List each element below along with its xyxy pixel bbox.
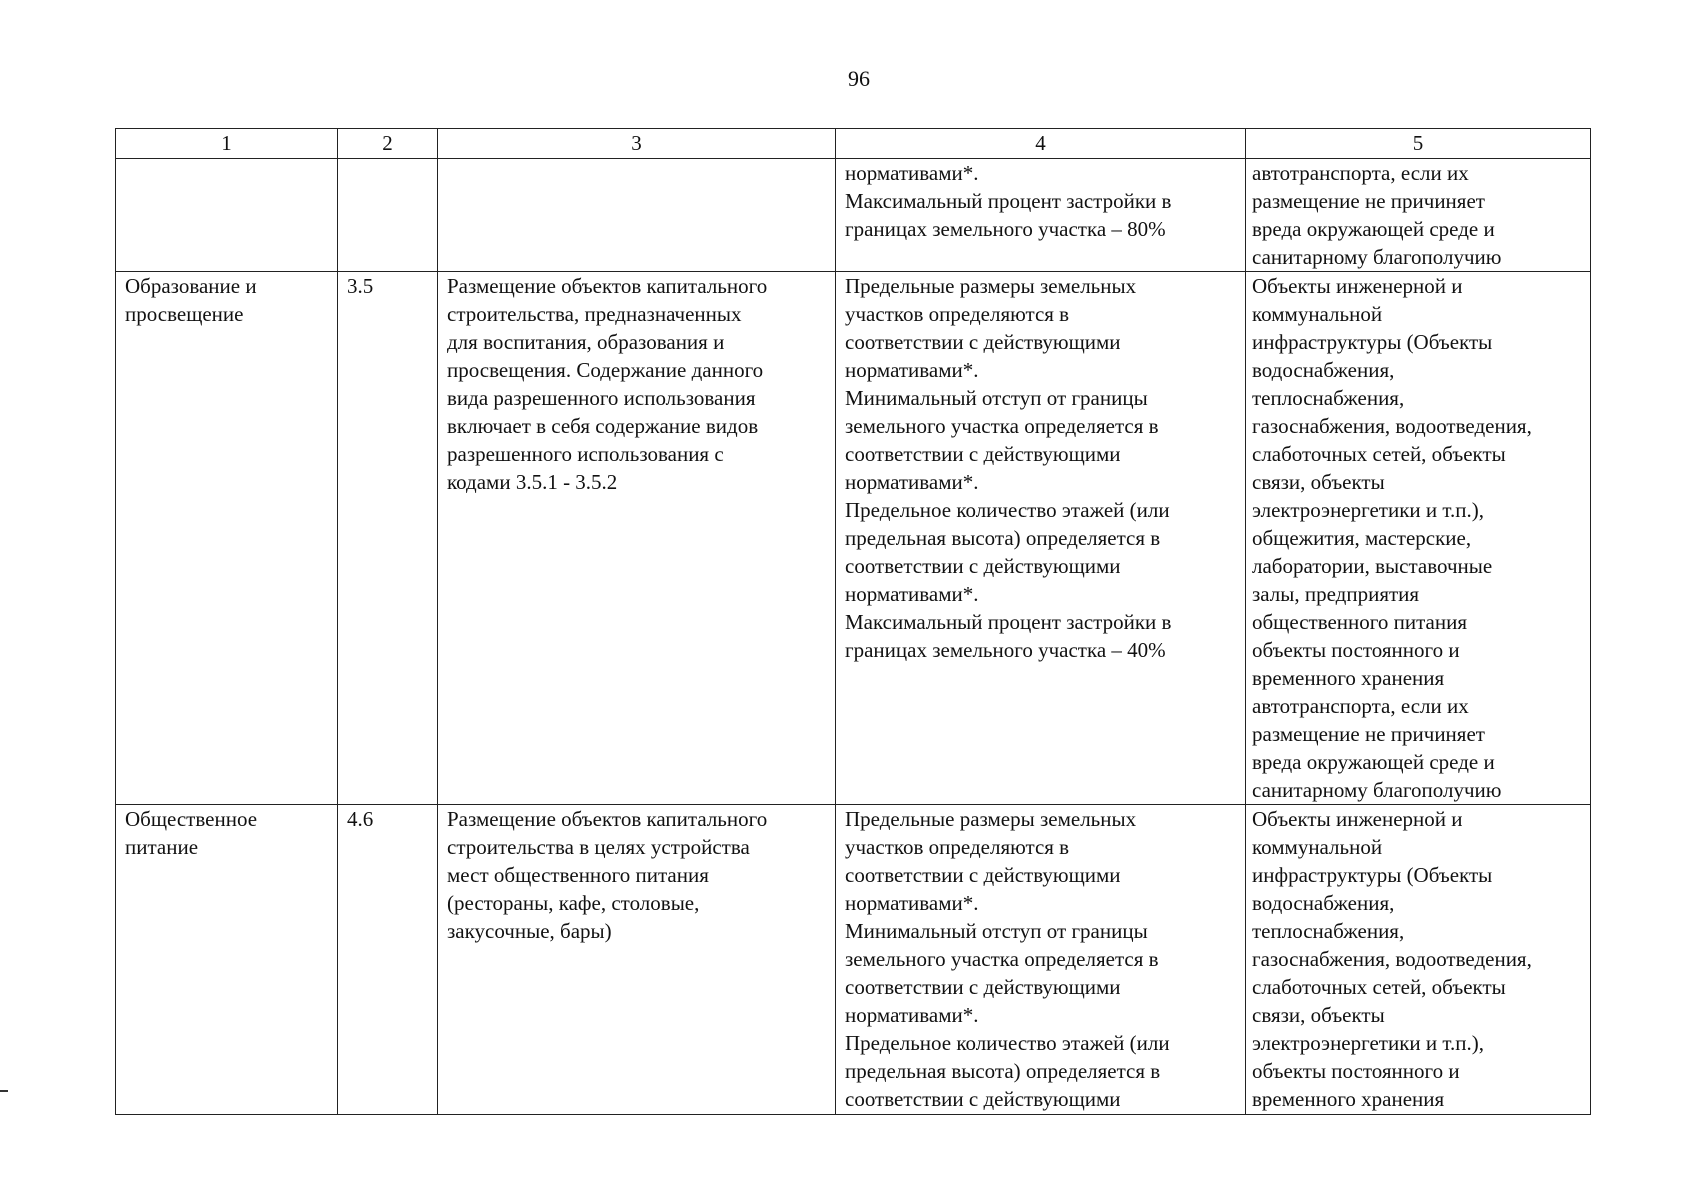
cell-text-line: Максимальный процент застройки в	[845, 610, 1172, 634]
parameters-cell	[836, 272, 1246, 805]
cell-text-line: инфраструктуры (Объекты	[1252, 330, 1493, 354]
cell-text-line: питание	[125, 835, 199, 859]
cell-text-line: санитарному благополучию	[1252, 778, 1502, 802]
cell-text-line: просвещение	[125, 302, 244, 326]
cell-text-line: связи, объекты	[1252, 470, 1385, 494]
cell-text-line: границах земельного участка – 80%	[845, 217, 1166, 241]
cell-text-line: водоснабжения,	[1252, 891, 1395, 915]
cell-text-line: нормативами*.	[845, 1003, 979, 1027]
cell-text-line: теплоснабжения,	[1252, 386, 1405, 410]
table-body	[116, 159, 1591, 1115]
cell-text-line: включает в себя содержание видов	[447, 414, 759, 438]
column-header-4: 4	[836, 129, 1246, 159]
cell-text-line: теплоснабжения,	[1252, 919, 1405, 943]
cell-text-line: общественного питания	[1252, 610, 1467, 634]
use-code-cell: 3.5	[338, 272, 438, 805]
cell-text-line: Образование и	[125, 274, 257, 298]
cell-text-line: слаботочных сетей, объекты	[1252, 442, 1506, 466]
cell-text-line: вреда окружающей среде и	[1252, 217, 1495, 241]
cell-text-line: общежития, мастерские,	[1252, 526, 1472, 550]
cell-text-line: (рестораны, кафе, столовые,	[447, 891, 700, 915]
cell-text-line: Предельные размеры земельных	[845, 807, 1137, 831]
cell-text-line: размещение не причиняет	[1252, 189, 1485, 213]
cell-text-line: Минимальный отступ от границы	[845, 919, 1148, 943]
cell-text-line: нормативами*.	[845, 582, 979, 606]
cell-text-line: электроэнергетики и т.п.),	[1252, 498, 1484, 522]
cell-text-line: автотранспорта, если их	[1252, 694, 1469, 718]
cell-text-line: газоснабжения, водоотведения,	[1252, 414, 1532, 438]
auxiliary-uses-cell	[1246, 272, 1591, 805]
cell-text-line: Объекты инженерной и	[1252, 274, 1463, 298]
cell-text-line: Предельные размеры земельных	[845, 274, 1137, 298]
cell-text-line: временного хранения	[1252, 1087, 1445, 1111]
cell-text-line: соответствии с действующими	[845, 554, 1121, 578]
cell-text-line: просвещения. Содержание данного	[447, 358, 764, 382]
cell-text-line: нормативами*.	[845, 161, 979, 185]
cell-text-line: Минимальный отступ от границы	[845, 386, 1148, 410]
use-name-cell	[116, 805, 338, 1115]
zoning-table	[115, 128, 1591, 1115]
cell-text-line: земельного участка определяется в	[845, 947, 1159, 971]
cell-text-line: участков определяются в	[845, 835, 1070, 859]
cell-text-line: Общественное	[125, 807, 258, 831]
cell-text-line: нормативами*.	[845, 358, 979, 382]
cell-text-line: Предельное количество этажей (или	[845, 498, 1170, 522]
table-header	[116, 129, 1591, 159]
cell-text-line: лаборатории, выставочные	[1252, 554, 1493, 578]
use-name-cell	[116, 159, 338, 272]
use-name-cell	[116, 272, 338, 805]
cell-text-line: коммунальной	[1252, 835, 1383, 859]
parameters-cell	[836, 805, 1246, 1115]
table-row-continuation	[116, 159, 1591, 272]
cell-text-line: участков определяются в	[845, 302, 1070, 326]
header-row	[116, 129, 1591, 159]
use-code-cell	[338, 159, 438, 272]
cell-text-line: соответствии с действующими	[845, 1087, 1121, 1111]
table-row-education	[116, 272, 1591, 805]
cell-text-line: соответствии с действующими	[845, 442, 1121, 466]
cell-text-line: для воспитания, образования и	[447, 330, 725, 354]
cell-text-line: кодами 3.5.1 - 3.5.2	[447, 470, 618, 494]
auxiliary-uses-cell	[1246, 805, 1591, 1115]
cell-text-line: Объекты инженерной и	[1252, 807, 1463, 831]
cell-text-line: размещение не причиняет	[1252, 722, 1485, 746]
cell-text-line: Предельное количество этажей (или	[845, 1031, 1170, 1055]
cell-text-line: разрешенного использования с	[447, 442, 724, 466]
cell-text-line: предельная высота) определяется в	[845, 1059, 1161, 1083]
use-description-cell	[438, 805, 836, 1115]
cell-text-line: предельная высота) определяется в	[845, 526, 1161, 550]
cell-text-line: соответствии с действующими	[845, 863, 1121, 887]
cell-text-line: инфраструктуры (Объекты	[1252, 863, 1493, 887]
use-description-cell	[438, 272, 836, 805]
cell-text-line: слаботочных сетей, объекты	[1252, 975, 1506, 999]
cell-text-line: объекты постоянного и	[1252, 638, 1460, 662]
cell-text-line: Размещение объектов капитального	[447, 807, 768, 831]
cell-text-line: объекты постоянного и	[1252, 1059, 1460, 1083]
cell-text-line: вреда окружающей среде и	[1252, 750, 1495, 774]
cell-text-line: связи, объекты	[1252, 1003, 1385, 1027]
cell-text-line: санитарному благополучию	[1252, 245, 1502, 269]
cell-text-line: автотранспорта, если их	[1252, 161, 1469, 185]
cell-text-line: нормативами*.	[845, 891, 979, 915]
cell-text-line: газоснабжения, водоотведения,	[1252, 947, 1532, 971]
cell-text-line: залы, предприятия	[1252, 582, 1420, 606]
cell-text-line: временного хранения	[1252, 666, 1445, 690]
margin-mark	[0, 1090, 8, 1092]
cell-text-line: нормативами*.	[845, 470, 979, 494]
use-code-cell: 4.6	[338, 805, 438, 1115]
column-header-5: 5	[1246, 129, 1591, 159]
parameters-cell	[836, 159, 1246, 272]
column-header-1: 1	[116, 129, 338, 159]
cell-text-line: вида разрешенного использования	[447, 386, 756, 410]
cell-text-line: мест общественного питания	[447, 863, 709, 887]
cell-text-line: Максимальный процент застройки в	[845, 189, 1172, 213]
column-header-3: 3	[438, 129, 836, 159]
cell-text-line: электроэнергетики и т.п.),	[1252, 1031, 1484, 1055]
cell-text-line: коммунальной	[1252, 302, 1383, 326]
cell-text-line: строительства, предназначенных	[447, 302, 742, 326]
table-row-public-catering	[116, 805, 1591, 1115]
cell-text-line: земельного участка определяется в	[845, 414, 1159, 438]
cell-text-line: строительства в целях устройства	[447, 835, 750, 859]
cell-text-line: соответствии с действующими	[845, 330, 1121, 354]
cell-text-line: соответствии с действующими	[845, 975, 1121, 999]
use-description-cell	[438, 159, 836, 272]
auxiliary-uses-cell	[1246, 159, 1591, 272]
cell-text-line: закусочные, бары)	[447, 919, 612, 943]
cell-text-line: границах земельного участка – 40%	[845, 638, 1166, 662]
cell-text-line: водоснабжения,	[1252, 358, 1395, 382]
page-number: 96	[848, 66, 870, 91]
cell-text-line: Размещение объектов капитального	[447, 274, 768, 298]
column-header-2: 2	[338, 129, 438, 159]
